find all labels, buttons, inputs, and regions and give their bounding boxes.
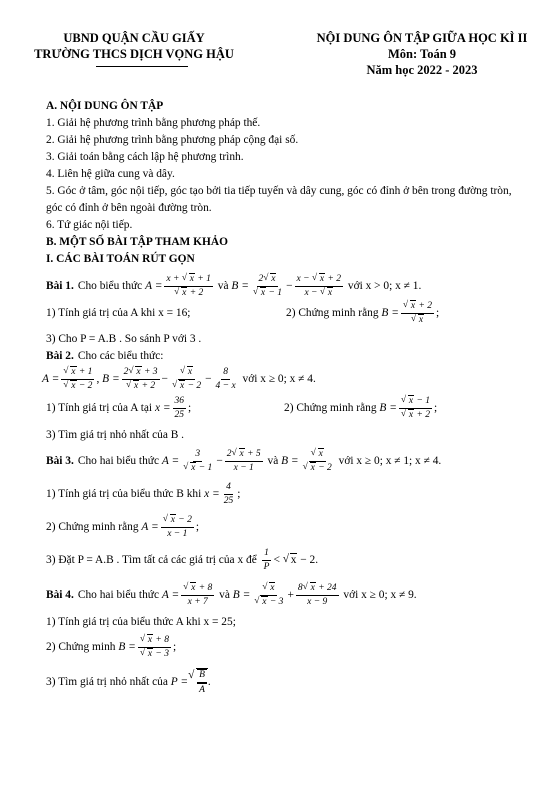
formula-b4-part1: √ x √ x − 3 [252, 583, 285, 608]
list-item: 6. Tứ giác nội tiếp. [46, 219, 133, 231]
bai3-q3: 3) Đặt P = A.B . Tìm tất cả các giá trị của x để $\frac{1}{P}$ < √ x − 2. [46, 548, 524, 573]
formula-b2-proof: √ x − 1 √ x + 2 [399, 396, 432, 421]
bai1-label: Bài 1. [46, 280, 74, 292]
document-body [42, 98, 524, 696]
header-underline [96, 66, 188, 67]
formula-b2-part2: √ x √ x − 2 [170, 367, 203, 392]
formula-b2-part3: $\frac{8}{4 - x}$ [215, 367, 236, 391]
formula-sqrt-ratio: √ $\frac{B}{A}$ [188, 668, 208, 696]
formula-a3-part1: 3 √ x − 1 [181, 449, 214, 474]
bai3-q2: 2) Chứng minh rằng A = √ $\frac{x - 2}{x - 1}$ ; [46, 515, 524, 540]
section-i-title: I. CÁC BÀI TOÁN RÚT GỌN [46, 253, 195, 265]
formula-b1-part2: $\frac{x - √ x + 2}{x - √ x}$ [295, 274, 344, 299]
bai3-label: Bài 3. [46, 455, 74, 467]
bai4-label: Bài 4. [46, 589, 74, 601]
list-item: 2. Giải hệ phương trình bằng phương pháp cộng đại số. [46, 134, 299, 146]
formula-b4-part2: $\frac{8√ x + 24}{x - 9}$ [296, 583, 339, 608]
exam-title: NỘI DUNG ÔN TẬP GIỮA HỌC KÌ II [316, 31, 528, 45]
bai2-statement: Bài 2. Cho các biểu thức: [46, 348, 524, 365]
list-item: 4. Liên hệ giữa cung và dây. [46, 168, 175, 180]
bai4-q2: 2) Chứng minh B = √ x + 8 √ x − 3 ; [46, 635, 524, 660]
bai2-label: Bài 2. [46, 350, 74, 362]
formula-b4-proof: √ x + 8 √ x − 3 [138, 635, 171, 660]
formula-a3-part2: $\frac{2√ x + 5}{x - 1}$ [225, 449, 263, 474]
formula-b1-proof: √ x + 2 √ x [401, 301, 434, 326]
district-name: UBND QUẬN CẦU GIẤY [63, 31, 205, 45]
list-item: 3. Giải toán bằng cách lập hệ phương trình. [46, 151, 244, 163]
bai4-q1: 1) Tính giá trị của biểu thức A khi x = 25; [46, 616, 236, 628]
formula-b2-part1: 2√ x + 3 √ x + 2 [122, 367, 160, 392]
bai1-q3: 3) Cho P = A.B . So sánh P với 3 . [46, 333, 202, 345]
school-header [4, 30, 264, 62]
exam-header [292, 30, 552, 78]
list-item: 5. Góc ở tâm, góc nội tiếp, góc tạo bởi tia tiếp tuyến và dây cung, góc có đỉnh ở bên trong đường tròn, góc có đỉnh ở bên ngoài đường tròn. [46, 185, 512, 214]
formula-b3: √ x √ x − 2 [301, 449, 334, 474]
formula-a1: x + √ x + 1 √ x + 2 [164, 274, 213, 299]
section-a-title: A. NỘI DUNG ÔN TẬP [46, 100, 164, 112]
bai1-questions: 1) Tính giá trị của A khi x = 16; 2) Chứng minh rằng B = √ x + 2 √ x ; [46, 305, 524, 322]
school-year: Năm học 2022 - 2023 [366, 63, 478, 77]
bai3-q1: 1) Tính giá trị của biểu thức B khi x = $\frac{4}{25}$ ; [46, 482, 241, 506]
bai3-statement: Bài 3. Cho hai biểu thức A = 3 √ x − 1 − $\frac{2√ x + 5}{x - 1}$ và B = √ x √ x − 2 với x ≥ 0; x ≠ 1; x ≠ 4. [46, 449, 524, 474]
bai4-q3: 3) Tìm giá trị nhỏ nhất của P = √ $\frac{B}{A}$ . [46, 668, 524, 696]
formula-a2: √ x + 1 √ x − 2 [61, 367, 94, 392]
bai1-statement: Bài 1. Cho biểu thức A = x + √ x + 1 √ x + 2 và B = 2√ x √ x − 1 − $\frac{x - √ x + 2}{x - √ x}$ với x > 0; x ≠ 1. [46, 274, 524, 299]
bai2-questions: 1) Tính giá trị của A tại x = $\frac{36}{25}$ ; 2) Chứng minh rằng B = √ x − 1 √ x + 2 ; [46, 396, 524, 421]
section-b-title: B. MỘT SỐ BÀI TẬP THAM KHẢO [46, 236, 228, 248]
school-name: TRƯỜNG THCS DỊCH VỌNG HẬU [34, 47, 234, 61]
formula-inverse-p: $\frac{1}{P}$ [263, 548, 270, 572]
formula-x3: $\frac{4}{25}$ [223, 482, 234, 506]
subject: Môn: Toán 9 [387, 47, 457, 61]
list-item: 1. Giải hệ phương trình bằng phương pháp thế. [46, 117, 261, 129]
bai2-q3: 3) Tìm giá trị nhỏ nhất của B . [46, 429, 185, 441]
formula-a3-proof: √ $\frac{x - 2}{x - 1}$ [161, 515, 194, 540]
bai2-formulas: A = √ x + 1 √ x − 2 , B = 2√ x + 3 √ x + 2 − √ x √ x − 2 − $\frac{8}{4 - x}$ với x ≥ 0; x ≠ 4. [42, 367, 524, 392]
formula-b1-part1: 2√ x √ x − 1 [251, 274, 284, 299]
formula-a4: √ $\frac{x + 8}{x + 7}$ [181, 583, 214, 608]
bai4-statement: Bài 4. Cho hai biểu thức A = √ $\frac{x + 8}{x + 7}$ và B = √ x √ x − 3 + $\frac{8√ x + 24}{x - 9}$ với x ≥ 0; x ≠ 9. [46, 583, 524, 608]
formula-x2: $\frac{36}{25}$ [174, 396, 185, 420]
